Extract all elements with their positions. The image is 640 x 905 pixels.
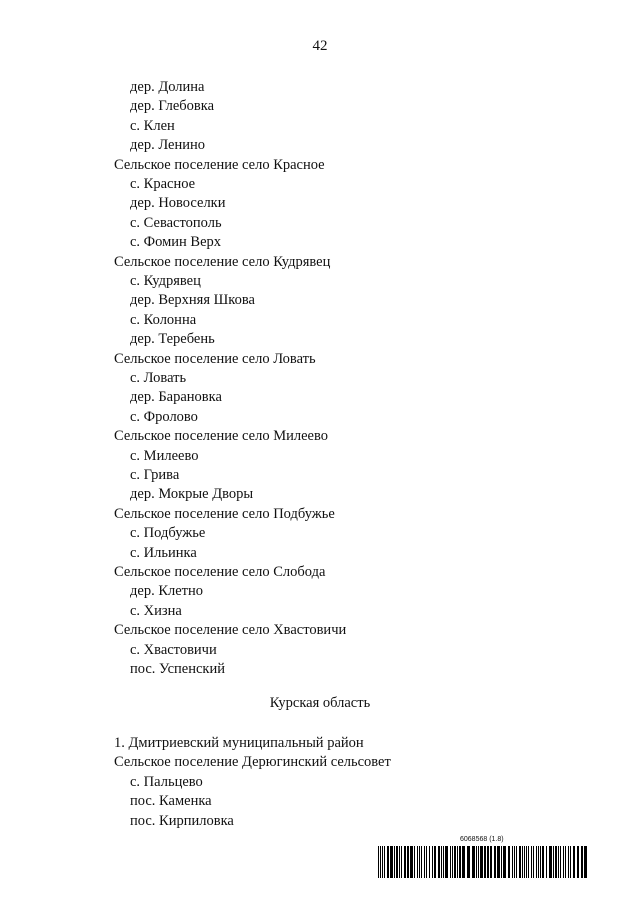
barcode-bar (462, 846, 465, 878)
barcode-bar (531, 846, 532, 878)
barcode-bar (414, 846, 415, 878)
barcode-bar (484, 846, 486, 878)
barcode-bar (573, 846, 575, 878)
barcode-bar (452, 846, 453, 878)
list-settlement: Сельское поселение село Подбужье (114, 505, 335, 522)
barcode-bar (555, 846, 557, 878)
list-locality: с. Ильинка (130, 544, 197, 561)
barcode-bar (450, 846, 451, 878)
list-locality: дер. Клетно (130, 583, 204, 600)
barcode-bar (516, 846, 517, 878)
page-number: 42 (312, 38, 328, 54)
barcode-bar (494, 846, 496, 878)
list-locality: с. Пальцево (130, 773, 203, 790)
barcode-bar (501, 846, 502, 878)
barcode-bar (519, 846, 521, 878)
list-settlement: Сельское поселение село Милеево (114, 428, 328, 445)
list-settlement: Сельское поселение село Слобода (114, 564, 326, 580)
barcode-bar (382, 846, 383, 878)
list-locality: с. Севастополь (130, 214, 222, 231)
list-settlement: Сельское поселение село Ловать (114, 350, 316, 367)
barcode-bar (410, 846, 413, 878)
list-locality: дер. Мокрые Дворы (130, 486, 254, 503)
list-locality: с. Клен (130, 117, 175, 134)
barcode-bar (467, 846, 470, 878)
list-locality: дер. Верхняя Шкова (130, 292, 255, 309)
barcode-bar (490, 846, 492, 878)
list-settlement: Сельское поселение село Хвастовичи (114, 622, 347, 639)
list-settlement: Сельское поселение Дерюгинский сельсовет (114, 754, 391, 771)
list-locality: с. Подбужье (130, 525, 206, 542)
barcode-bar (478, 846, 479, 878)
barcode-bar (407, 846, 409, 878)
barcode-bar (394, 846, 395, 878)
barcode-bar (540, 846, 541, 878)
barcode-bar (390, 846, 393, 878)
barcode-bar (480, 846, 483, 878)
barcode-bar (570, 846, 571, 878)
barcode-bar (434, 846, 436, 878)
barcode-bar (565, 846, 566, 878)
list-locality: с. Кудрявец (130, 273, 201, 289)
barcode-bar (560, 846, 561, 878)
barcode-bar (396, 846, 398, 878)
barcode-bar (549, 846, 552, 878)
region-heading: Курская область (269, 695, 371, 711)
list-locality: дер. Долина (130, 79, 205, 95)
barcode-bar (441, 846, 442, 878)
barcode-bar (546, 846, 547, 878)
barcode-bar (399, 846, 400, 878)
list-settlement: Сельское поселение село Кудрявец (114, 253, 331, 270)
list-locality: дер. Новоселки (130, 195, 226, 212)
barcode-bar (524, 846, 525, 878)
barcode-bar (404, 846, 406, 878)
barcode-bar (424, 846, 425, 878)
barcode-bar (542, 846, 544, 878)
barcode-bar (380, 846, 381, 878)
barcode-bar (487, 846, 489, 878)
list-locality: с. Колонна (130, 311, 197, 328)
list-locality: с. Красное (130, 176, 196, 192)
barcode-bar (553, 846, 554, 878)
barcode-bar (401, 846, 402, 878)
list-settlement: 1. Дмитриевский муниципальный район (114, 735, 364, 751)
barcode-bar (526, 846, 527, 878)
barcode-bar (584, 846, 587, 878)
barcode-bar (522, 846, 523, 878)
barcode-bar (457, 846, 458, 878)
barcode-bar (445, 846, 448, 878)
list-locality: пос. Успенский (130, 661, 225, 677)
barcode-bar (472, 846, 475, 878)
list-settlement: Сельское поселение село Красное (114, 156, 325, 173)
barcode-label: 6068568 (1.8) (460, 836, 504, 843)
barcode-bar (454, 846, 456, 878)
barcode-bar (378, 846, 379, 878)
list-locality: с. Фролово (130, 408, 198, 425)
list-locality: с. Фомин Верх (130, 234, 222, 251)
barcode-bar (417, 846, 418, 878)
list-locality: дер. Глебовка (130, 98, 215, 115)
list-locality: пос. Кирпиловка (130, 812, 234, 829)
barcode-bar (528, 846, 529, 878)
barcode-bar (503, 846, 506, 878)
barcode-bar (459, 846, 461, 878)
barcode-bar (432, 846, 433, 878)
barcode-bar (384, 846, 385, 878)
barcode-bar (568, 846, 569, 878)
barcode-bar (497, 846, 500, 878)
barcode-bar (514, 846, 515, 878)
barcode-bar (538, 846, 539, 878)
barcode (378, 846, 590, 878)
barcode-bar (563, 846, 564, 878)
barcode-bar (426, 846, 427, 878)
barcode-bar (419, 846, 420, 878)
list-locality: с. Грива (130, 467, 180, 483)
barcode-bar (421, 846, 422, 878)
barcode-bar (558, 846, 559, 878)
barcode-bar (508, 846, 510, 878)
barcode-bar (512, 846, 513, 878)
barcode-bar (443, 846, 444, 878)
list-locality: дер. Теребень (130, 331, 215, 348)
list-locality: с. Хвастовичи (130, 641, 217, 658)
list-locality: с. Хизна (130, 602, 182, 619)
barcode-bar (387, 846, 389, 878)
barcode-bar (577, 846, 579, 878)
barcode-bar (429, 846, 430, 878)
barcode-bar (438, 846, 440, 878)
list-locality: пос. Каменка (130, 793, 212, 810)
barcode-bar (536, 846, 537, 878)
list-locality: дер. Барановка (130, 389, 222, 406)
barcode-bar (533, 846, 534, 878)
barcode-bar (476, 846, 477, 878)
list-locality: дер. Ленино (130, 137, 206, 154)
list-locality: с. Милеево (130, 447, 199, 464)
list-locality: с. Ловать (130, 370, 187, 386)
barcode-bar (581, 846, 583, 878)
